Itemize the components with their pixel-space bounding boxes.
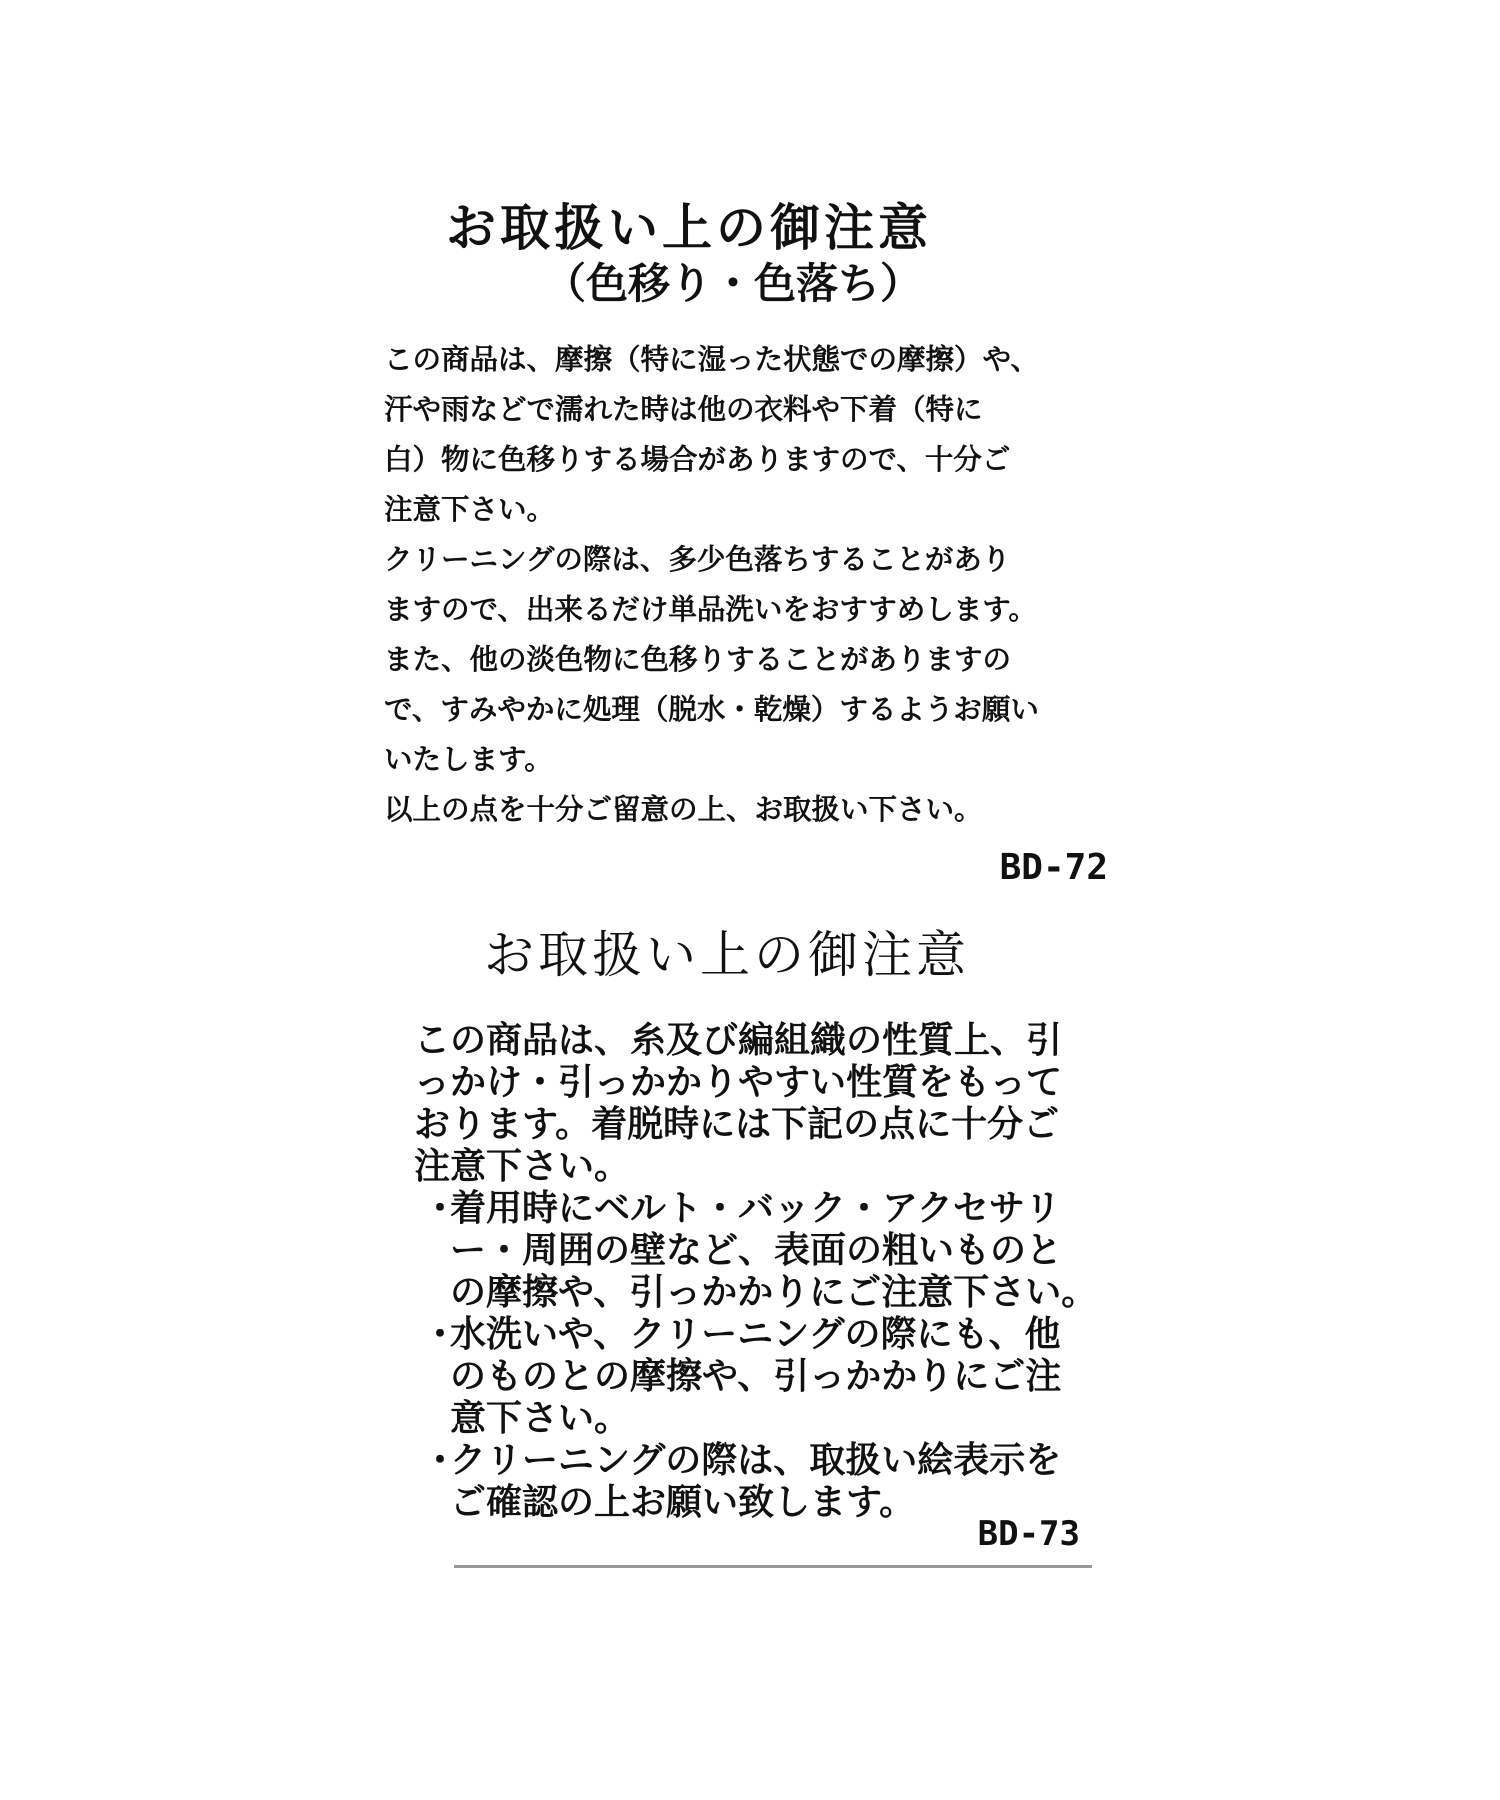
caution-list <box>414 1188 1097 1524</box>
body-line: この商品は、摩擦（特に湿った状態での摩擦）や、 <box>384 343 1039 376</box>
caution-line: 着用時にベルト・バック・アクセサリ <box>450 1188 1061 1229</box>
caution-item <box>414 1314 1097 1440</box>
body-line: 白）物に色移りする場合がありますので、十分ご <box>384 443 1011 476</box>
label-title: お取扱い上の御注意 <box>484 926 970 984</box>
body-line: いたします。 <box>384 743 553 776</box>
caution-line: のものとの摩擦や、引っかかりにご注 <box>450 1356 1062 1397</box>
body-line: 注意下さい。 <box>414 1146 631 1187</box>
care-label-bd73 <box>414 920 1098 1570</box>
label-title: お取扱い上の御注意 <box>446 199 932 257</box>
body-line: 注意下さい。 <box>384 493 556 526</box>
caution-line: ー・周囲の壁など、表面の粗いものと <box>450 1230 1063 1271</box>
label-body <box>414 1020 1097 1524</box>
bottom-rule <box>454 1565 1092 1568</box>
body-line: クリーニングの際は、多少色落ちすることがあり <box>384 543 1011 576</box>
caution-line: 水洗いや、クリーニングの際にも、他 <box>450 1314 1061 1355</box>
label-code: BD-73 <box>977 1514 1080 1554</box>
bullet-mark: ・ <box>422 1188 459 1229</box>
body-line: 以上の点を十分ご留意の上、お取扱い下さい。 <box>384 793 983 826</box>
caution-line: ご確認の上お願い致します。 <box>450 1482 916 1523</box>
caution-line: クリーニングの際は、取扱い絵表示を <box>450 1440 1062 1481</box>
body-line: ますので、出来るだけ単品洗いをおすすめします。 <box>384 593 1037 626</box>
body-line: で、すみやかに処理（脱水・乾燥）するようお願い <box>384 693 1039 726</box>
caution-line: 意下さい。 <box>450 1398 631 1439</box>
care-label-bd72 <box>384 195 1114 895</box>
label-code: BD-72 <box>999 847 1108 888</box>
label-subtitle: （色移り・色落ち） <box>544 259 923 308</box>
caution-item <box>414 1440 1097 1524</box>
caution-item <box>414 1188 1097 1314</box>
body-line: おります。着脱時には下記の点に十分ご <box>414 1104 1060 1145</box>
caution-line: の摩擦や、引っかかりにご注意下さい。 <box>450 1272 1098 1313</box>
body-line: 汗や雨などで濡れた時は他の衣料や下着（特に <box>384 393 983 426</box>
body-line: また、他の淡色物に色移りすることがありますの <box>384 643 1012 676</box>
label-body <box>384 335 1039 835</box>
bullet-mark: ・ <box>422 1440 459 1481</box>
bullet-mark: ・ <box>422 1314 459 1355</box>
body-line: この商品は、糸及び編組織の性質上、引 <box>414 1020 1063 1061</box>
body-line: っかけ・引っかかりやすい性質をもって <box>414 1062 1063 1103</box>
